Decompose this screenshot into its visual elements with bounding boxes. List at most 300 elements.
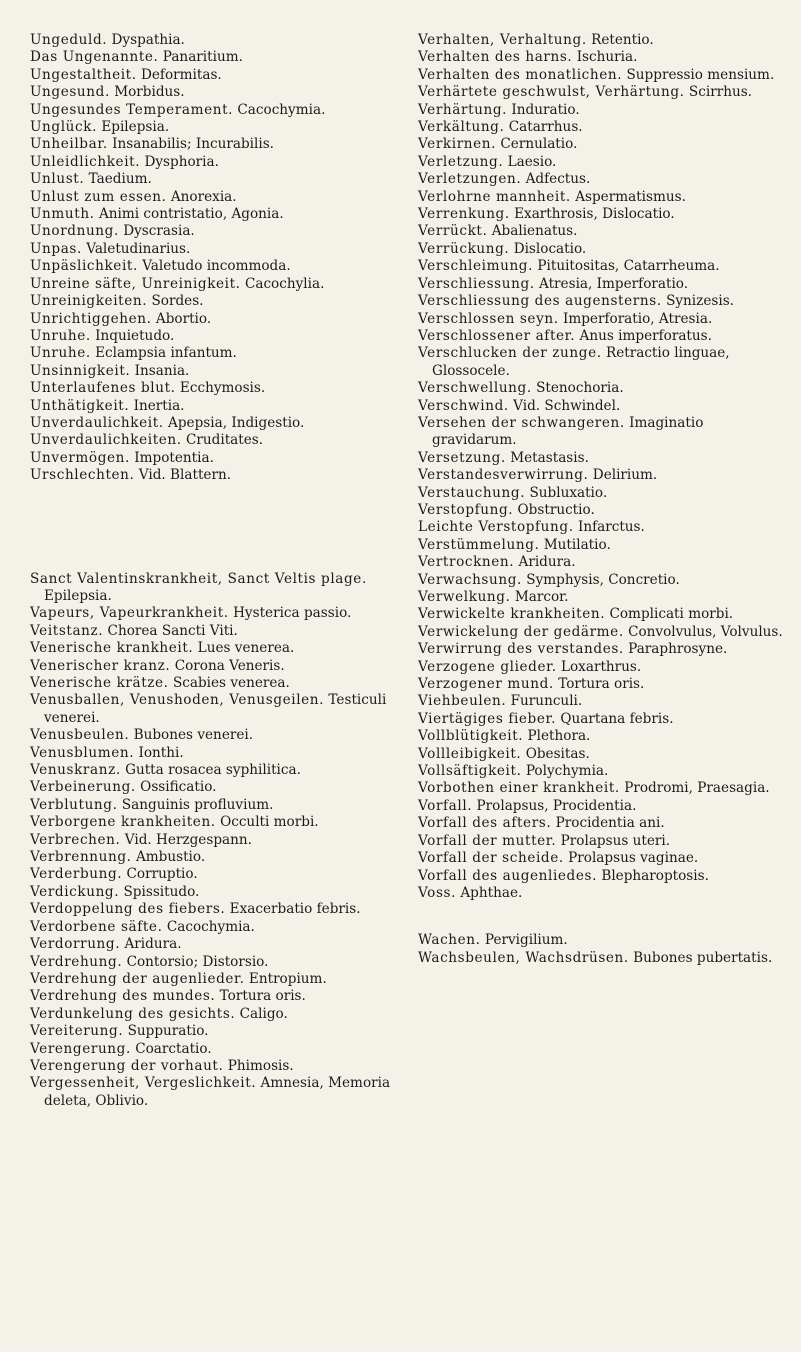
german-term: Vereiterung. — [30, 1023, 124, 1040]
german-term: Unrichtiggehen. — [30, 310, 152, 327]
german-term: Verderbung. — [30, 866, 123, 883]
latin-term: Apepsia, Indigestio. — [168, 414, 305, 431]
german-term: Verzogene glieder. — [418, 658, 557, 675]
latin-term: Vid. Schwindel. — [513, 397, 621, 414]
dictionary-entry — [30, 241, 402, 258]
dictionary-entry — [30, 1041, 402, 1058]
dictionary-entry — [418, 659, 790, 676]
section-gap — [418, 902, 790, 932]
latin-term: Subluxatio. — [529, 484, 608, 501]
latin-term: Spissitudo. — [123, 883, 200, 900]
dictionary-entry — [418, 276, 790, 293]
dictionary-entry — [418, 624, 790, 641]
german-term: Das Ungenannte. — [30, 49, 159, 66]
dictionary-entry — [30, 971, 402, 988]
dictionary-entry — [30, 1023, 402, 1040]
dictionary-entry — [30, 1075, 402, 1110]
dictionary-entry — [418, 450, 790, 467]
latin-term: Pervigilium. — [484, 932, 568, 949]
german-term: Ungestaltheit. — [30, 66, 137, 83]
german-term: Venerische krankheit. — [30, 640, 194, 657]
dictionary-entry — [30, 67, 402, 84]
dictionary-entry — [418, 572, 790, 589]
latin-term: Loxarthrus. — [560, 658, 642, 675]
german-term: Verrückt. — [418, 223, 488, 240]
latin-term: Cacochylia. — [244, 275, 325, 292]
dictionary-entry — [418, 868, 790, 885]
latin-term: Vid. Herzgespann. — [124, 831, 252, 848]
german-term: Unmuth. — [30, 206, 95, 223]
dictionary-entry — [418, 49, 790, 66]
dictionary-entry — [418, 380, 790, 397]
latin-term: Symphysis, Concretio. — [526, 571, 680, 588]
latin-term: Epilepsia. — [44, 587, 112, 604]
dictionary-entry — [418, 102, 790, 119]
dictionary-entry — [418, 485, 790, 502]
german-term: Unverdaulichkeiten. — [30, 432, 182, 449]
german-term: Verkirnen. — [418, 136, 497, 153]
german-term: Vorbothen einer krankheit. — [418, 780, 620, 797]
dictionary-entry — [30, 311, 402, 328]
dictionary-entry — [418, 311, 790, 328]
dictionary-entry — [30, 398, 402, 415]
german-term: Venusbeulen. — [30, 727, 130, 744]
dictionary-entry — [30, 832, 402, 849]
latin-term: Aphthae. — [460, 884, 523, 901]
german-term: Unruhe. — [30, 345, 91, 362]
latin-term: Amnesia, Memoria deleta, Oblivio. — [44, 1075, 391, 1109]
dictionary-entry — [418, 328, 790, 345]
latin-term: Obstructio. — [517, 501, 595, 518]
german-term: Verkältung. — [418, 119, 505, 136]
german-term: Verlohrne mannheit. — [418, 188, 571, 205]
german-term: Verhalten des monatlichen. — [418, 66, 623, 83]
latin-term: Adfectus. — [525, 171, 591, 188]
latin-term: Cruditates. — [186, 432, 264, 449]
dictionary-entry — [30, 658, 402, 675]
right-column — [418, 32, 790, 967]
latin-term: Quartana febris. — [560, 710, 674, 727]
dictionary-entry — [418, 189, 790, 206]
dictionary-entry — [418, 345, 790, 380]
latin-term: Abortio. — [155, 310, 212, 327]
latin-term: Chorea Sancti Viti. — [107, 622, 238, 639]
latin-term: Abalienatus. — [491, 223, 578, 240]
latin-term: Bubones pubertatis. — [633, 949, 773, 966]
german-term: Verzogener mund. — [418, 676, 554, 693]
dictionary-entry — [30, 797, 402, 814]
german-term: Wachen. — [418, 932, 481, 949]
dictionary-entry — [30, 954, 402, 971]
dictionary-entry — [418, 398, 790, 415]
latin-term: Tortura oris. — [219, 988, 306, 1005]
german-term: Leichte Verstopfung. — [418, 519, 574, 536]
dictionary-entry — [30, 727, 402, 744]
latin-term: Retentio. — [591, 32, 654, 48]
german-term: Verstümmelung. — [418, 536, 540, 553]
latin-term: Stenochoria. — [536, 380, 624, 397]
german-term: Ungesund. — [30, 84, 110, 101]
german-term: Verbrechen. — [30, 831, 121, 848]
latin-term: Ischuria. — [576, 49, 638, 66]
german-term: Venerischer kranz. — [30, 657, 171, 674]
dictionary-entry — [418, 728, 790, 745]
latin-term: Coarctatio. — [135, 1040, 212, 1057]
dictionary-entry — [418, 293, 790, 310]
latin-term: Aridura. — [518, 554, 576, 571]
german-term: Sanct Valentinskrankheit, Sanct Veltis plage. — [30, 570, 367, 587]
german-term: Viertägiges fieber. — [418, 710, 557, 727]
latin-term: Dysphoria. — [144, 153, 219, 170]
german-term: Verletzung. — [418, 153, 504, 170]
german-term: Verhärtete geschwulst, Verhärtung. — [418, 84, 685, 101]
dictionary-entry — [418, 32, 790, 49]
german-term: Venerische krätze. — [30, 675, 169, 691]
german-term: Verbrennung. — [30, 849, 132, 866]
dictionary-entry — [418, 171, 790, 188]
german-term: Unpäslichkeit. — [30, 258, 138, 275]
german-term: Verstauchung. — [418, 484, 526, 501]
dictionary-entry — [30, 988, 402, 1005]
latin-term: Valetudo incommoda. — [142, 258, 291, 275]
dictionary-entry — [30, 189, 402, 206]
german-term: Verblutung. — [30, 796, 118, 813]
latin-term: Dyspathia. — [111, 32, 185, 48]
german-term: Verdorrung. — [30, 936, 121, 953]
latin-term: Impotentia. — [134, 449, 214, 466]
german-term: Unlust. — [30, 171, 85, 188]
latin-term: Prolapsus, Procidentia. — [476, 797, 637, 814]
latin-term: Cacochymia. — [166, 918, 255, 935]
latin-term: Furunculi. — [510, 693, 583, 710]
german-term: Vorfall der scheide. — [418, 850, 564, 867]
latin-term: Sanguinis profluvium. — [121, 796, 274, 813]
dictionary-entry — [30, 745, 402, 762]
latin-term: Mutilatio. — [543, 536, 611, 553]
german-term: Verdunkelung des gesichts. — [30, 1005, 236, 1022]
german-term: Vergessenheit, Vergeslichkeit. — [30, 1075, 257, 1092]
dictionary-entry — [418, 932, 790, 949]
latin-term: Anus imperforatus. — [579, 327, 712, 344]
german-term: Verbeinerung. — [30, 779, 136, 796]
german-term: Verschlucken der zunge. — [418, 345, 602, 362]
dictionary-entry — [418, 258, 790, 275]
dictionary-entry — [30, 623, 402, 640]
latin-term: Deformitas. — [140, 66, 222, 83]
latin-term: Laesio. — [507, 153, 557, 170]
german-term: Verschlossener after. — [418, 327, 576, 344]
german-term: Verdorbene säfte. — [30, 918, 163, 935]
dictionary-entry — [30, 901, 402, 918]
german-term: Verschwellung. — [418, 380, 532, 397]
dictionary-entry — [30, 432, 402, 449]
dictionary-entry — [30, 415, 402, 432]
german-term: Unpas. — [30, 240, 82, 257]
dictionary-entry — [418, 223, 790, 240]
dictionary-entry — [418, 136, 790, 153]
latin-term: Epilepsia. — [101, 119, 170, 136]
german-term: Verhalten, Verhaltung. — [418, 32, 587, 48]
german-term: Verwirrung des verstandes. — [418, 641, 624, 658]
dictionary-entry — [30, 814, 402, 831]
latin-term: Taedium. — [88, 171, 152, 188]
german-term: Verdickung. — [30, 883, 120, 900]
dictionary-entry — [418, 693, 790, 710]
german-term: Versehen der schwangeren. — [418, 414, 625, 431]
german-term: Vorfall der mutter. — [418, 832, 557, 849]
latin-term: Phimosis. — [227, 1057, 294, 1074]
latin-term: Cernulatio. — [500, 136, 578, 153]
latin-term: Tortura oris. — [558, 676, 645, 693]
german-term: Versetzung. — [418, 449, 506, 466]
dictionary-entry — [30, 779, 402, 796]
german-term: Unreine säfte, Unreinigkeit. — [30, 275, 241, 292]
dictionary-entry — [418, 950, 790, 967]
dictionary-entry — [30, 884, 402, 901]
latin-term: Exacerbatio febris. — [229, 901, 361, 918]
german-term: Unlust zum essen. — [30, 188, 167, 205]
latin-term: Suppuratio. — [127, 1023, 209, 1040]
german-term: Unvermögen. — [30, 449, 130, 466]
german-term: Vollleibigkeit. — [418, 745, 522, 762]
german-term: Verengerung. — [30, 1040, 131, 1057]
latin-term: Aspermatismus. — [575, 188, 686, 205]
german-term: Unthätigkeit. — [30, 397, 130, 414]
dictionary-entry — [418, 746, 790, 763]
dictionary-entry — [418, 885, 790, 902]
dictionary-entry — [418, 415, 790, 450]
dictionary-entry — [30, 692, 402, 727]
german-term: Verletzungen. — [418, 171, 522, 188]
dictionary-entry — [418, 119, 790, 136]
dictionary-entry — [30, 223, 402, 240]
german-term: Verwickelung der gedärme. — [418, 623, 624, 640]
german-term: Viehbeulen. — [418, 693, 507, 710]
latin-term: Scabies venerea. — [172, 675, 290, 691]
dictionary-entry — [30, 1058, 402, 1075]
latin-term: Anorexia. — [170, 188, 237, 205]
latin-term: Synizesis. — [666, 293, 734, 310]
dictionary-entry — [418, 206, 790, 223]
dictionary-entry — [30, 49, 402, 66]
dictionary-entry — [418, 519, 790, 536]
german-term: Verengerung der vorhaut. — [30, 1057, 224, 1074]
dictionary-entry — [418, 850, 790, 867]
german-term: Unterlaufenes blut. — [30, 380, 176, 397]
latin-term: Bubones venerei. — [133, 727, 254, 744]
dictionary-entry — [30, 1006, 402, 1023]
german-term: Unordnung. — [30, 223, 119, 240]
latin-term: Convolvulus, Volvulus. — [628, 623, 783, 640]
section-gap — [30, 485, 402, 571]
latin-term: Suppressio mensium. — [626, 66, 775, 83]
dictionary-entry — [30, 866, 402, 883]
german-term: Verborgene krankheiten. — [30, 814, 216, 831]
latin-term: Insanabilis; Incurabilis. — [112, 136, 274, 153]
left-column — [30, 32, 402, 1110]
dictionary-entry — [30, 380, 402, 397]
german-term: Verschliessung. — [418, 275, 535, 292]
latin-term: Contorsio; Distorsio. — [126, 953, 269, 970]
dictionary-entry — [30, 119, 402, 136]
german-term: Verdoppelung des fiebers. — [30, 901, 226, 918]
latin-term: Paraphrosyne. — [628, 641, 728, 658]
german-term: Verhalten des harns. — [418, 49, 573, 66]
dictionary-entry — [418, 241, 790, 258]
dictionary-entry — [30, 206, 402, 223]
dictionary-entry — [30, 276, 402, 293]
german-term: Verwelkung. — [418, 589, 511, 605]
dictionary-entry — [30, 136, 402, 153]
german-term: Vollsäftigkeit. — [418, 763, 522, 780]
german-term: Vorfall des afters. — [418, 815, 552, 832]
latin-term: Occulti morbi. — [220, 814, 319, 831]
german-term: Ungesundes Temperament. — [30, 101, 234, 118]
dictionary-entry — [30, 571, 402, 606]
dictionary-entry — [418, 606, 790, 623]
german-term: Verschlossen seyn. — [418, 310, 559, 327]
latin-term: Aridura. — [124, 936, 182, 953]
latin-term: Imaginatio gravidarum. — [432, 414, 704, 449]
german-term: Vollblütigkeit. — [418, 728, 524, 745]
latin-term: Caligo. — [239, 1005, 288, 1022]
dictionary-entry — [30, 675, 402, 692]
dictionary-entry — [30, 450, 402, 467]
german-term: Unruhe. — [30, 327, 91, 344]
german-term: Unleidlichkeit. — [30, 153, 141, 170]
latin-term: Metastasis. — [510, 449, 589, 466]
latin-term: Ionthi. — [138, 744, 184, 761]
latin-term: Lues venerea. — [197, 640, 295, 657]
latin-term: Catarrhus. — [508, 119, 583, 136]
latin-term: Prolapsus uteri. — [560, 832, 671, 849]
german-term: Verdrehung. — [30, 953, 123, 970]
dictionary-entry — [418, 763, 790, 780]
dictionary-entry — [418, 467, 790, 484]
dictionary-entry — [30, 345, 402, 362]
dictionary-entry — [30, 467, 402, 484]
latin-term: Blepharoptosis. — [601, 867, 709, 884]
german-term: Verschwind. — [418, 397, 509, 414]
dictionary-entry — [30, 762, 402, 779]
dictionary-entry — [418, 589, 790, 606]
dictionary-entry — [30, 258, 402, 275]
dictionary-entry — [418, 676, 790, 693]
latin-term: Marcor. — [514, 589, 569, 605]
dictionary-entry — [30, 293, 402, 310]
dictionary-entry — [418, 641, 790, 658]
german-term: Unreinigkeiten. — [30, 293, 148, 310]
german-term: Ungeduld. — [30, 32, 108, 48]
german-term: Verdrehung des mundes. — [30, 988, 216, 1005]
latin-term: Polychymia. — [525, 763, 609, 780]
latin-term: Pituitositas, Catarrheuma. — [537, 258, 720, 275]
latin-term: Imperforatio, Atresia. — [562, 310, 713, 327]
latin-term: Corona Veneris. — [174, 657, 285, 674]
german-term: Venuskranz. — [30, 762, 121, 779]
dictionary-entry — [30, 102, 402, 119]
dictionary-entry — [418, 798, 790, 815]
dictionary-entry — [30, 32, 402, 49]
dictionary-entry — [418, 780, 790, 797]
german-term: Verschleimung. — [418, 258, 534, 275]
latin-term: Panaritium. — [162, 49, 243, 66]
latin-term: Sordes. — [151, 293, 204, 310]
dictionary-entry — [30, 936, 402, 953]
german-term: Voss. — [418, 884, 457, 901]
german-term: Verrenkung. — [418, 206, 510, 223]
latin-term: Infarctus. — [577, 519, 645, 536]
latin-term: Entropium. — [248, 970, 327, 987]
latin-term: Inertia. — [133, 397, 185, 414]
dictionary-entry — [418, 154, 790, 171]
dictionary-entry — [30, 849, 402, 866]
latin-term: Procidentia ani. — [555, 815, 665, 832]
latin-term: Exarthrosis, Dislocatio. — [514, 206, 675, 223]
dictionary-entry — [418, 833, 790, 850]
dictionary-entry — [30, 171, 402, 188]
latin-term: Animi contristatio, Agonia. — [98, 206, 284, 223]
dictionary-entry — [30, 605, 402, 622]
dictionary-entry — [418, 67, 790, 84]
dictionary-entry — [418, 502, 790, 519]
german-term: Unsinnigkeit. — [30, 362, 131, 379]
german-term: Unglück. — [30, 119, 97, 136]
german-term: Unheilbar. — [30, 136, 108, 153]
dictionary-entry — [30, 919, 402, 936]
latin-term: Complicati morbi. — [609, 606, 734, 623]
dictionary-entry — [418, 711, 790, 728]
latin-term: Induratio. — [511, 101, 580, 118]
latin-term: Vid. Blattern. — [138, 467, 232, 484]
dictionary-entry — [30, 328, 402, 345]
german-term: Wachsbeulen, Wachsdrüsen. — [418, 949, 629, 966]
latin-term: Dislocatio. — [513, 240, 587, 257]
latin-term: Ossificatio. — [140, 779, 217, 796]
dictionary-entry — [30, 154, 402, 171]
latin-term: Atresia, Imperforatio. — [539, 275, 689, 292]
latin-term: Ecchymosis. — [179, 380, 266, 397]
german-term: Verstandesverwirrung. — [418, 467, 589, 484]
german-term: Verstopfung. — [418, 501, 514, 518]
latin-term: Plethora. — [527, 728, 591, 745]
latin-term: Valetudinarius. — [86, 240, 191, 257]
latin-term: Corruptio. — [126, 866, 198, 883]
latin-term: Scirrhus. — [688, 84, 752, 101]
german-term: Verwickelte krankheiten. — [418, 606, 606, 623]
latin-term: Morbidus. — [114, 84, 185, 101]
german-term: Vapeurs, Vapeurkrankheit. — [30, 605, 229, 622]
german-term: Verdrehung der augenlieder. — [30, 970, 245, 987]
latin-term: Cacochymia. — [237, 101, 326, 118]
german-term: Veitstanz. — [30, 622, 104, 639]
latin-term: Eclampsia infantum. — [95, 345, 237, 362]
dictionary-entry — [418, 84, 790, 101]
german-term: Vorfall. — [418, 797, 473, 814]
german-term: Verrückung. — [418, 240, 510, 257]
dictionary-entry — [30, 640, 402, 657]
german-term: Unverdaulichkeit. — [30, 414, 164, 431]
german-term: Verhärtung. — [418, 101, 508, 118]
latin-term: Prodromi, Praesagia. — [624, 780, 770, 797]
german-term: Verschliessung des augensterns. — [418, 293, 662, 310]
german-term: Venusblumen. — [30, 744, 135, 761]
dictionary-entry — [30, 363, 402, 380]
dictionary-entry — [418, 815, 790, 832]
latin-term: Hysterica passio. — [233, 605, 352, 622]
latin-term: Prolapsus vaginae. — [568, 850, 699, 867]
latin-term: Testiculi venerei. — [44, 692, 387, 726]
